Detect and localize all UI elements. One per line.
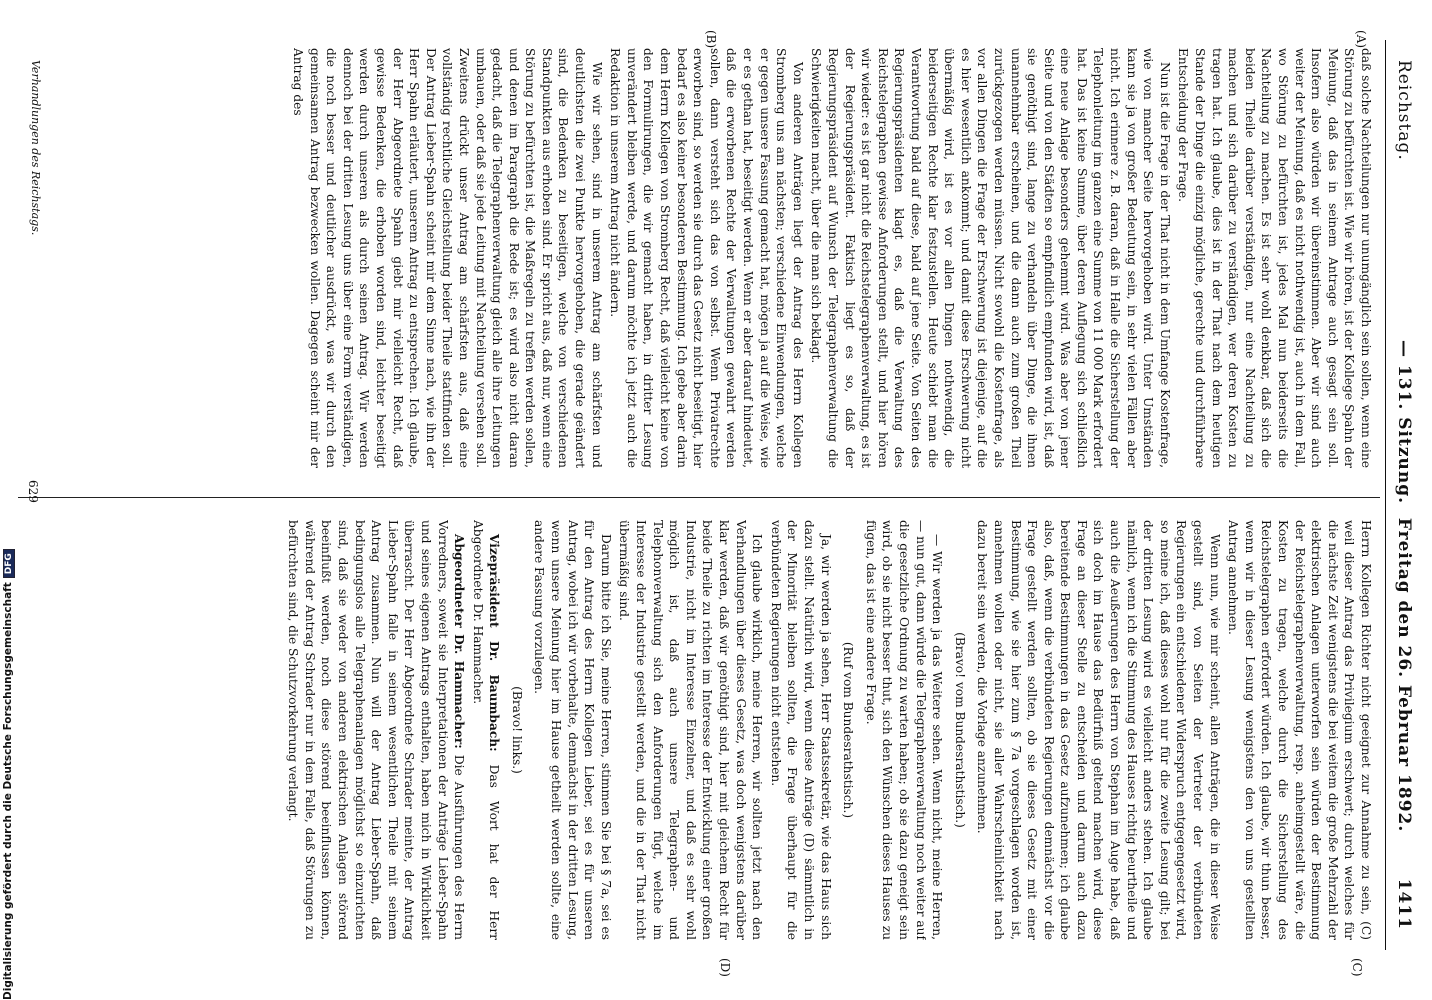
footer-text: Digitalisierung gefördert durch die Deutsche Forschungsgemeinschaft: [2, 582, 14, 1000]
margin-mark-a: (A): [1354, 30, 1368, 49]
right-paragraph: Wenn nun, wie mir scheint, allen Anträgen, die in dieser Weise gestellt sind, von Seiten der Vertreter der verbündeten Regierungen ein entschiedener Widerspruch entgegengesetzt wird, so meine ich, daß dieses wohl nur für die zweite Lesung gilt; bei der dritten Lesung wird es vielleicht anders stehen. Ich glaube nämlich, wenn ich die Stimmung des Hauses richtig beurtheile und auch die Aeußerungen des Herrn von Stephan im Auge habe, daß sich doch im Hause das Bedürfniß geltend machen wird, diese Frage an dieser Stelle zu entscheiden und darum auch dazu bereitende Bestimmungen in das Gesetz aufzunehmen; ich glaube also, daß, wenn die verbündeten Regierungen demnächst vor die Frage gestellt werden sollten, ob sie dieses Gesetz mit einer Bestimmung, wie sie hier zum § 7a vorgeschlagen worden ist, annehmen wollen oder nicht, sie aller Wahrscheinlichkeit nach dazu bereit sein werden, die Vorlage anzunehmen.: [975, 520, 1222, 940]
left-footnote: Verhandlungen des Reichstags.: [29, 60, 42, 236]
header-session: — 131. Sitzung.: [1394, 340, 1414, 505]
interjection: (Ruf vom Bundesrathstisch.): [841, 641, 856, 819]
speech-text: Das Wort hat der Herr Abgeordnete Dr. Hammacher.: [470, 520, 502, 940]
right-paragraph: Ich glaube wirklich, meine Herren, wir sollten jetzt nach den Verhandlungen über dieses Gesetz, was doch wenigstens darüber klar werden, daß wir genöthigt sind, hier mit gleichem Recht für beide Theile zu richten im Interesse der Entwicklung einer großen Industrie, nicht im Interesse Einzelner, und daß es sehr wohl möglich ist, daß auch unsere Telegraphen- und Telephonverwaltung sich den Anforderungen fügt, welche im Interesse der Industrie gestellt werden, und die in der That nicht übermäßig sind.: [617, 520, 765, 940]
page-number: 629: [26, 480, 40, 503]
margin-mark-d: (D): [718, 958, 732, 977]
header-page-number: 1411: [1394, 878, 1414, 930]
right-paragraph: Darum bitte ich Sie, meine Herren, stimmen Sie bei § 7a, sei es für den Antrag des Herrn Kollegen Lieber, sei es für unseren Antrag, wobei ich wir vorbehalte, demnächst in der dritten Lesung, wenn unsere Meinung hier im Hause getheilt werden sollte, eine andere Fassung vorzulegen.: [532, 520, 613, 940]
left-paragraph: Wie wir sehen, sind in unserem Antrag am schärfsten und deutlichsten die zwei Punkte hervorgehoben, die gerade geändert sind, die Bedenken zu beseitigen, welche von verschiedenen Standpunkten aus erhoben sind. Er spricht aus, daß nur, wenn eine Störung zu befürchten ist, die Maßregeln zu treffen werden sollen, und denen im Paragraph die Rede ist; es wird also nicht daran gedacht, daß die Telegraphenverwaltung gleich alle ihre Leitungen umbauen, oder daß sie jede Leitung mit Nachteilung versehen soll. Zweitens drückt unser Antrag am schärfsten aus, daß eine vollständig rechtliche Gleichstellung beider Theile stattfinden soll. Der Antrag Lieber-Spahn scheint mir dem Sinne nach, wie ihn der Herr Spahn erläutert, unserem Antrag zu entsprechen. Ich glaube, der Herr Abgeordnete Spahn giebt mir vielleicht Recht, daß gewisse Bedenken, die erhoben worden sind, leichter beseitigt werden durch unseren als durch seinen Antrag. Wir werden dennoch bei der dritten Lesung uns über eine Form verständigen, die noch besser und deutlicher ausdrückt, was wir durch den gemeinsamen Antrag bezwecken wollen. Dagegen scheint mir der Antrag des: [291, 48, 604, 468]
margin-mark-b: (B): [704, 30, 718, 49]
left-column: [24, 48, 1374, 468]
left-paragraph: Nun ist die Frage in der That nicht in dem Umfange Kostenfrage, wie von mancher Seite hervorgehoben wird. Unter Umständen kann sie ja von großer Bedeutung sein, in sehr vielen Fällen aber nicht. Ich erinnere z. B. daran, daß in Halle die Sicherstellung der Telephonleitung im ganzen eine Summe von 11 000 Mark erfordert hat. Das ist keine Summe, über deren Auflegung sich schließlich eine neue Anlage besonders gehemmt wird. Was aber von jener Seite und von den Städten so empfindlich empfunden wird, ist, daß sie genöthigt sind, lange zu verhandeln über Dinge, die ihnen unannehmbar erscheinen, und die dann auch zum großen Theil zurückgezogen werden müssen. Nicht sowohl die Kostenfrage, als vor allen Dingen die Frage der Erschwerung ist diejenige, auf die es hier wesentlich ankommt; und damit diese Erschwerung nicht übermäßig wird, ist es vor allen Dingen nothwendig, die beiderseitigen Rechte klar festzustellen. Heute schiebt man die Verantwortung bald auf diese, bald auf jene Seite. Von Seiten des Regierungspräsidenten klagt es, daß die Verwaltung des Reichstelegraphen gewisse Anforderungen stellt, und hier hören wir wieder: es ist gar nicht die Reichstelegraphenverwaltung, es ist der Regierungspräsident. Faktisch liegt es so, daß der Regierungspräsident auf Wunsch der Telegraphenverwaltung die Schwierigkeiten macht, über die man sich beklagt.: [809, 48, 1172, 468]
footer-credit: [2, 549, 15, 1000]
speaker-name: Abgeordneter Dr. Hammacher:: [452, 534, 467, 749]
speaker-paragraph: [469, 520, 502, 940]
margin-mark-c: (C): [1350, 958, 1364, 977]
footer-strip: [0, 0, 20, 1000]
right-column: [24, 520, 1374, 940]
right-paragraph: Ja, wir werden ja sehen, Herr Staatssekretär, wie das Haus sich dazu stellt. Natürlich wird, wenn diese Anträge (D) sämmtlich in der Minorität bleiben sollten, die Frage überhaupt für die verbündeten Regierungen nicht entstehen.: [768, 520, 833, 940]
header-rule: [1385, 40, 1386, 950]
interjection: (Bravo! links.): [509, 686, 524, 774]
header-left: Reichstag.: [1394, 60, 1414, 161]
right-paragraph: — Wir werden ja das Weitere sehen. Wenn nicht, meine Herren, — nun gut, dann würde die Telegraphenverwaltung noch weiter auf die gesetzliche Ordnung zu warten haben; ob sie dazu geneigt sein wird, ob sie nicht besser thut, sich den Wünschen dieses Hauses zu fügen, das ist eine andere Frage.: [863, 520, 945, 940]
left-paragraph: daß solche Nachteilungen nur unumgänglich sein sollen, wenn eine Störung zu befürchten ist. Wie wir hören, ist der Kollege Spahn der Meinung, daß das in seinem Antrage auch gesagt sein soll. Insofern also würden wir übereinstimmen. Aber wir sind auch weiter der Meinung, daß es nicht nothwendig ist, auch in dem Fall, wo Störung zu befürchten ist, jedes Mal nun beiderseits die Nachteilung zu machen. Es ist sehr wohl denkbar, daß sich die beiden Theile darüber verständigen, nur eine Nachteilung zu machen und sich darüber zu verständigen, wer deren Kosten zu tragen hat. Ich glaube, dies ist in der That nach dem heutigen Stande der Dinge die einzig mögliche, gerechte und durchführbare Entscheidung der Frage.: [1176, 48, 1373, 468]
header-date: Freitag den 26. Februar 1892.: [1394, 517, 1414, 833]
page-header: [1382, 40, 1422, 940]
interjection: (Bravo! vom Bundesrathstisch.): [952, 632, 967, 828]
dfg-logo: DFG: [3, 549, 15, 578]
speaker-name: Vizepräsident Dr. Baumbach:: [487, 534, 502, 752]
header-center: [1394, 340, 1414, 832]
left-paragraph: Von anderen Anträgen liegt der Antrag des Herrn Kollegen Stromberg uns am nächsten; verschiedene Einwendungen, welche er gegen unsere Fassung gemacht hat, mögen ja auf die Weise, wie er es gethan hat, beseitigt werden. Wenn er aber darauf hindeutet, daß die erworbenen Rechte der Verwaltungen gewahrt werden sollen, dann versteht sich das von selbst. Wenn Privatrechte erworben sind, so werden sie durch das Gesetz nicht beseitigt, hier bedarf es also keiner besonderen Bestimmung. Ich gebe aber darin dem Herrn Kollegen von Stromberg Recht, daß vielleicht keine von den Formulirungen, die wir gemacht haben, in dritter Lesung unverändert bleiben werde, und darum möchte ich jetzt auch die Redaktion in unserem Antrag nicht ändern.: [608, 48, 805, 468]
column-divider: [18, 497, 1380, 498]
right-paragraph: Herrn Kollegen Richter nicht geeignet zur Annahme zu sein, (C) weil dieser Antrag das Privilegium erschwert; durch welches für die nächste Zeit wenigstens die bei weitem die große Mehrzahl der elektrischen Anlagen unterworfen sein würden der Bestimmung der Reichstelegraphenverwaltung, resp. anheimgestellt wäre, die Kosten zu tragen, welche durch die Sicherstellung des Reichstelegraphen erfordert würden. Ich glaube, wir thun besser, wenn wir in dieser Lesung wenigstens den von uns gestellten Antrag annehmen.: [1226, 520, 1373, 940]
speech-text: Die Ausführungen des Herrn Vorredners, soweit sie Interpretationen der Anträge Lieber-Spahn und seines eigenen Antrags enthalten, haben mich in Wirklichkeit überrascht. Der Herr Abgeordnete Schrader meinte, der Antrag Lieber-Spahn falle in seinem wesentlichen Theile mit seinem Antrag zusammen. Nun will der Antrag Lieber-Spahn, daß bedingungslos alle Telegraphenanlagen möglichst so einzurichten sind, daß sie weder von anderen elektrischen Anlagen störend beeinflußt werden, noch diese störend beeinflussen können, während der Antrag Schrader nur in dem Falle, daß Störungen zu befürchten sind, die Schutzvorkehrung verlangt.: [286, 520, 467, 940]
speaker-paragraph: [285, 520, 468, 940]
